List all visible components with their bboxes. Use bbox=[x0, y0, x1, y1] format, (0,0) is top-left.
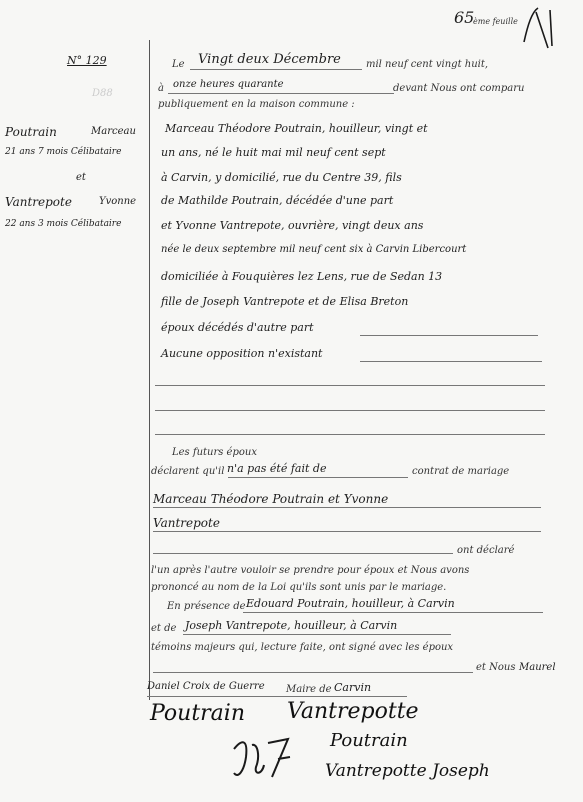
mayor-town: Carvin bbox=[334, 681, 372, 694]
body-line-10: Aucune opposition n'existant bbox=[161, 347, 323, 360]
corner-paraph-mark bbox=[518, 2, 566, 52]
margin-groom-surname: Poutrain bbox=[5, 125, 57, 139]
couple-names-2: Vantrepote bbox=[153, 516, 220, 530]
witness-rule-1 bbox=[243, 612, 543, 613]
couple-names-1: Marceau Théodore Poutrain et Yvonne bbox=[153, 492, 389, 506]
signature-4: Vantrepotte Joseph bbox=[325, 761, 490, 781]
witness-1: Edouard Poutrain, houilleur, à Carvin bbox=[246, 597, 455, 610]
printed-maire: Maire de bbox=[286, 684, 332, 695]
witness-2: Joseph Vantrepote, houilleur, à Carvin bbox=[185, 619, 398, 632]
printed-et-de: et de bbox=[151, 623, 177, 634]
faded-stamp: D88 bbox=[92, 88, 113, 99]
signature-1: Poutrain bbox=[150, 701, 246, 726]
mayor-name: Daniel Croix de Guerre bbox=[147, 681, 265, 692]
page-label: ème feuille bbox=[473, 17, 518, 26]
printed-formula-1: l'un après l'autre vouloir se prendre pour époux et Nous avons bbox=[151, 565, 470, 576]
signature-3: Poutrain bbox=[330, 730, 408, 751]
record-number: N° 129 bbox=[67, 54, 107, 67]
margin-conjunction: et bbox=[76, 172, 86, 183]
body-line-6: née le deux septembre mil neuf cent six à Carvin Libercourt bbox=[161, 244, 467, 255]
margin-rule bbox=[149, 40, 150, 700]
couple-rule-3 bbox=[153, 553, 453, 554]
body-line-4: de Mathilde Poutrain, décédée d'une part bbox=[161, 194, 394, 207]
hour-rule bbox=[168, 93, 394, 94]
rule-10 bbox=[360, 361, 542, 362]
signature-2: Vantrepotte bbox=[287, 699, 419, 724]
printed-formula-2: prononcé au nom de la Loi qu'ils sont unis par le mariage. bbox=[151, 582, 447, 593]
couple-rule-2 bbox=[153, 531, 541, 532]
printed-devant: devant Nous ont comparu bbox=[393, 83, 525, 94]
blank-rule-1 bbox=[155, 385, 545, 386]
mayor-suffix: Maurel bbox=[519, 662, 556, 673]
printed-et-nous: et Nous bbox=[476, 662, 516, 673]
body-line-7: domiciliée à Fouquières lez Lens, rue de Sedan 13 bbox=[161, 270, 443, 283]
margin-groom-detail: 21 ans 7 mois Célibataire bbox=[5, 147, 122, 157]
margin-bride-surname: Vantrepote bbox=[5, 195, 72, 209]
date-day: Vingt deux Décembre bbox=[198, 52, 341, 67]
printed-ont-declare: ont déclaré bbox=[457, 545, 515, 556]
printed-futurs-epoux: Les futurs époux bbox=[172, 447, 257, 458]
hour: onze heures quarante bbox=[173, 79, 284, 90]
printed-publiquement: publiquement en la maison commune : bbox=[158, 99, 355, 110]
printed-contrat: contrat de mariage bbox=[412, 466, 510, 477]
margin-bride-detail: 22 ans 3 mois Célibataire bbox=[5, 219, 122, 229]
date-rule bbox=[190, 69, 362, 70]
margin-bride-firstname: Yvonne bbox=[99, 196, 137, 207]
printed-en-presence: En présence de bbox=[167, 601, 246, 612]
mayor-rule bbox=[147, 696, 407, 697]
printed-month-year: mil neuf cent vingt huit, bbox=[366, 59, 489, 70]
margin-groom-firstname: Marceau bbox=[91, 126, 136, 137]
temoins-rule bbox=[153, 672, 473, 673]
printed-a: à bbox=[158, 83, 164, 94]
body-line-2: un ans, né le huit mai mil neuf cent sept bbox=[161, 146, 386, 159]
blank-rule-2 bbox=[155, 410, 545, 411]
body-line-5: et Yvonne Vantrepote, ouvrière, vingt deux ans bbox=[161, 219, 424, 232]
body-line-9: époux décédés d'autre part bbox=[161, 321, 314, 334]
printed-le: Le bbox=[172, 59, 185, 70]
page-number: 65 bbox=[454, 8, 475, 27]
contract-rule bbox=[228, 477, 408, 478]
rule-9 bbox=[360, 335, 538, 336]
blank-rule-3 bbox=[155, 434, 545, 435]
mayor-signature-scrawl bbox=[228, 727, 298, 787]
printed-declarent: déclarent qu'il bbox=[151, 466, 225, 477]
body-line-8: fille de Joseph Vantrepote et de Elisa Breton bbox=[161, 295, 409, 308]
witness-rule-2 bbox=[183, 634, 451, 635]
printed-temoins: témoins majeurs qui, lecture faite, ont signé avec les époux bbox=[151, 642, 454, 653]
body-line-3: à Carvin, y domicilié, rue du Centre 39, fils bbox=[161, 171, 402, 184]
contract-fill: n'a pas été fait de bbox=[227, 462, 327, 475]
body-line-1: Marceau Théodore Poutrain, houilleur, vingt et bbox=[165, 122, 428, 135]
couple-rule-1 bbox=[153, 507, 541, 508]
